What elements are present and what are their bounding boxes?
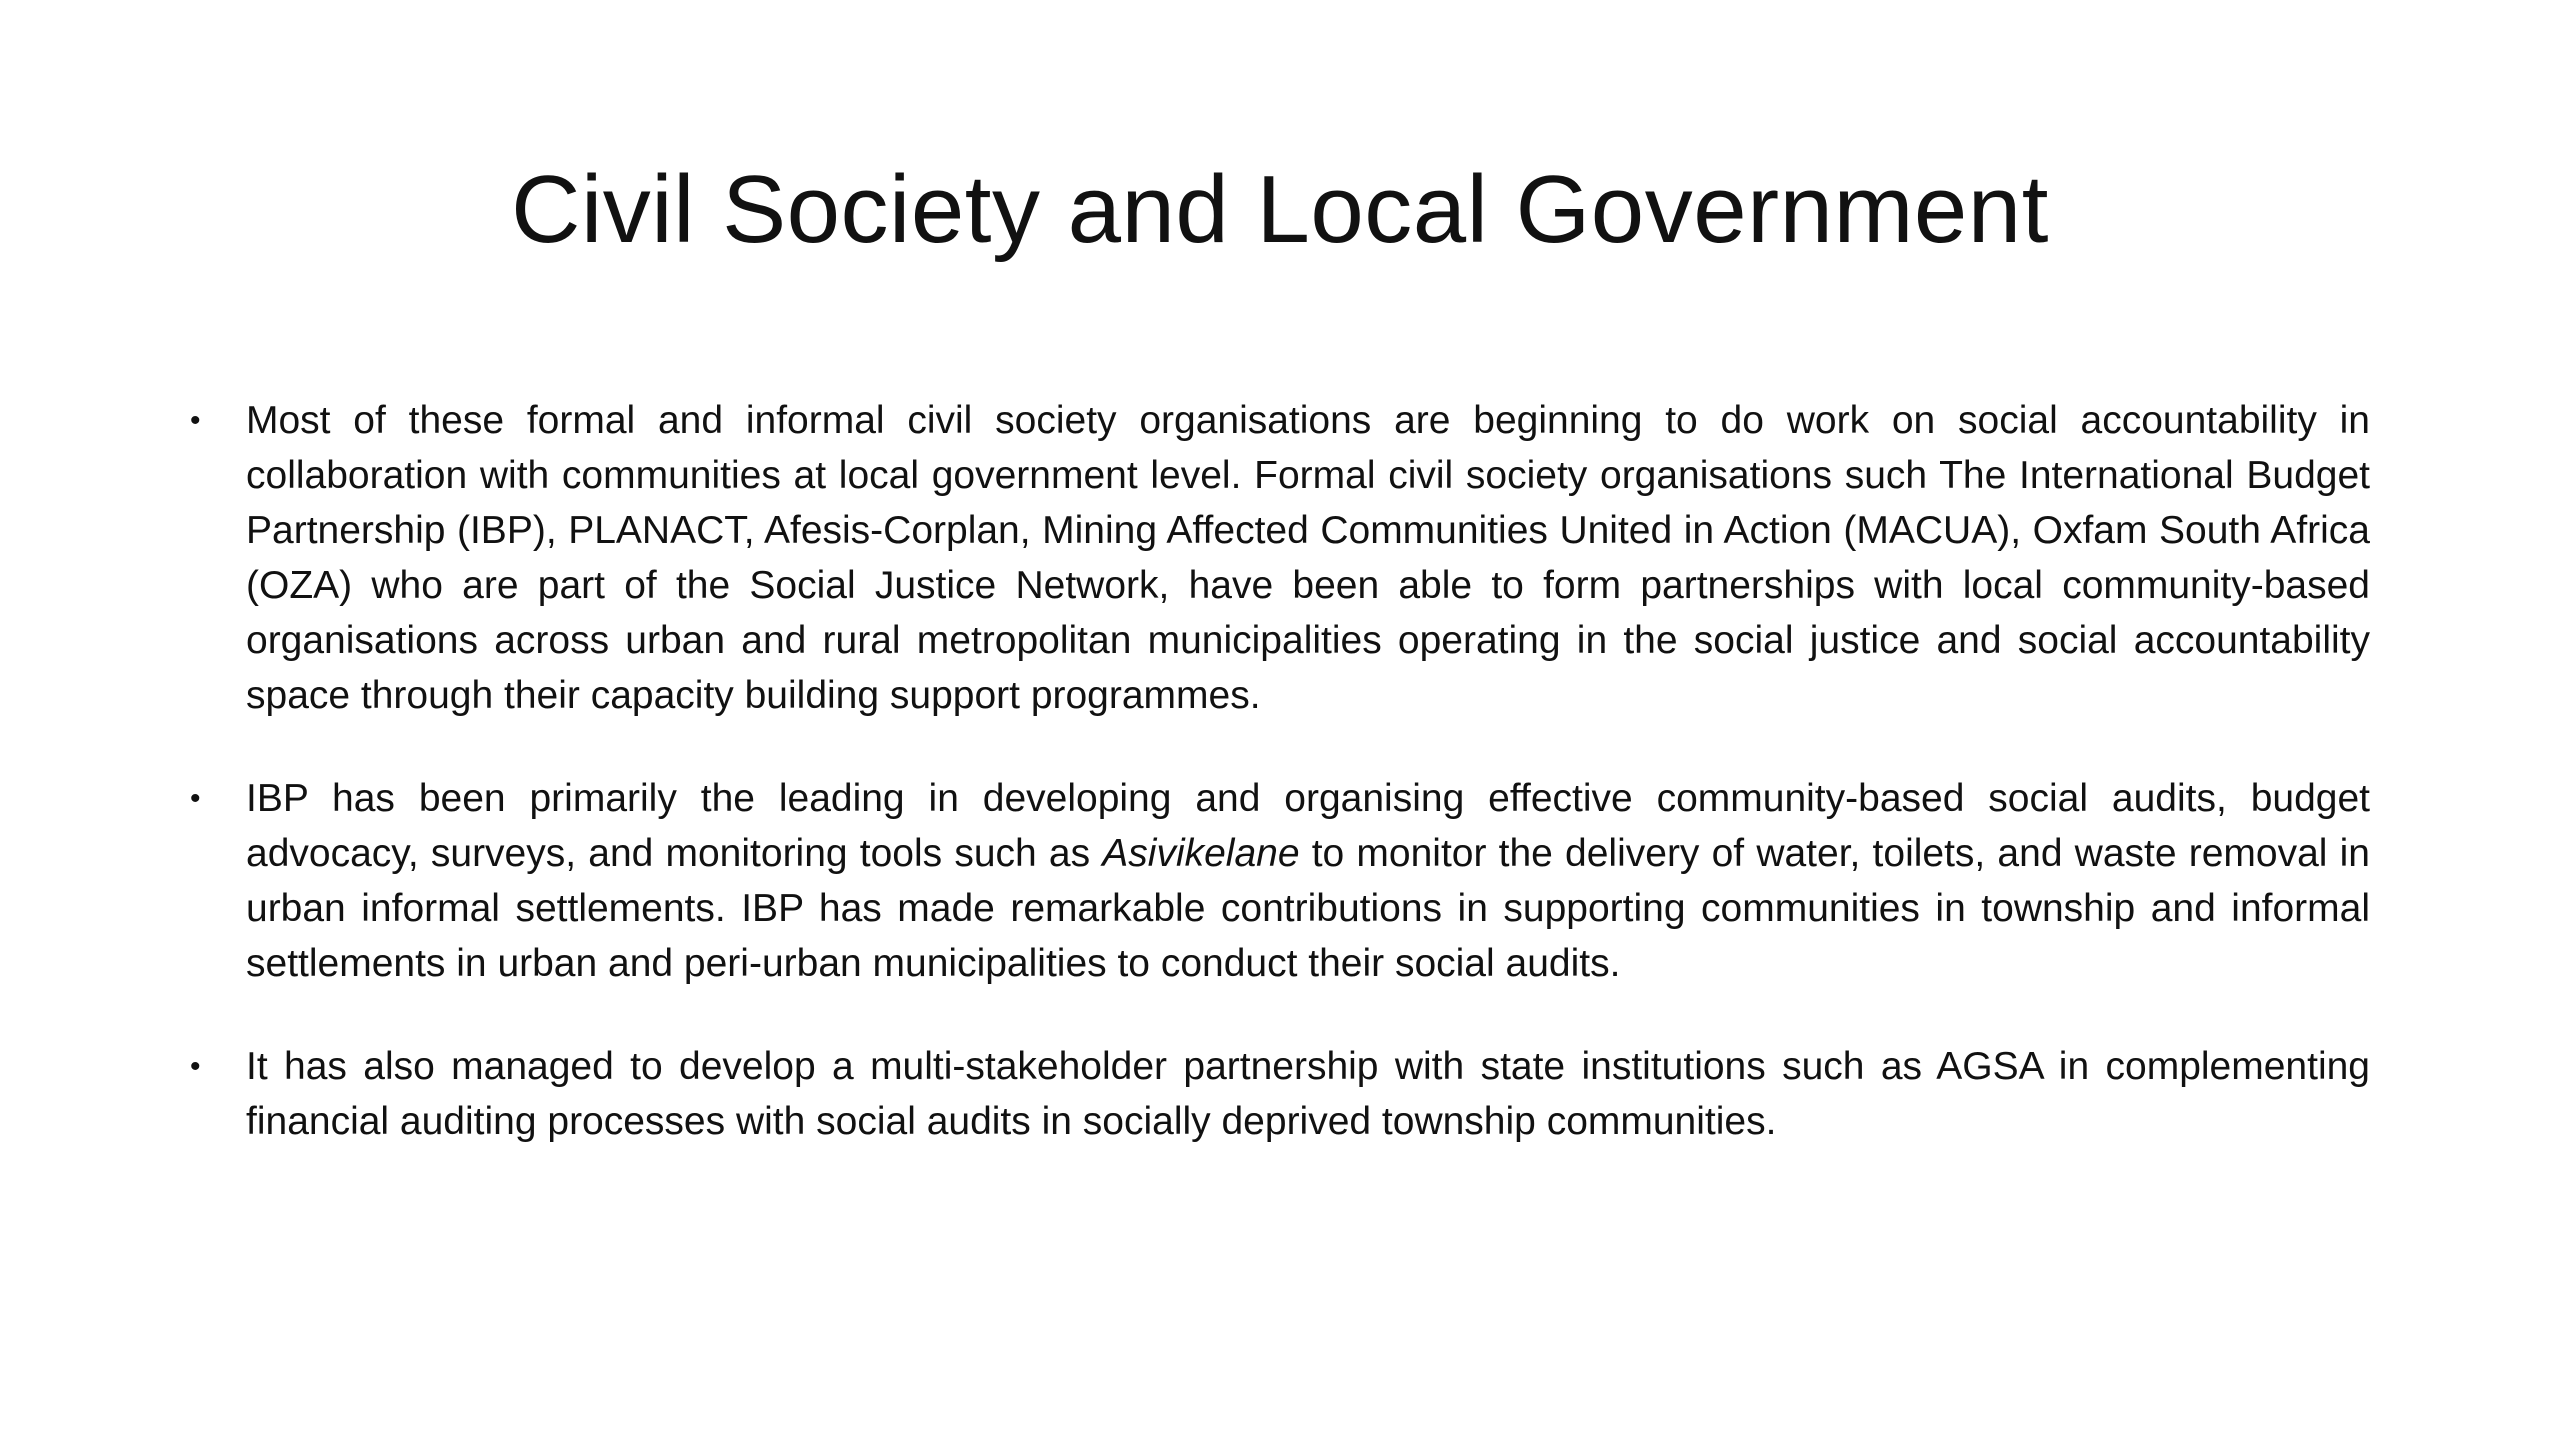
bullet-text	[246, 777, 2370, 985]
bullet-text-part: to monitor the delivery of water, toilets, and waste removal in urban informal settlements. IBP has made remarkable contributions in supporting communities in township and informal settlements in urban and peri-urban municipalities to conduct their social audits.	[246, 832, 2370, 985]
slide-title: Civil Society and Local Government	[511, 156, 2049, 263]
bullet-item-3	[190, 1039, 2370, 1149]
bullet-text-part: IBP has been primarily the leading in developing and organising effective community-based social audits, budget advocacy, surveys, and monitoring tools such as	[246, 777, 2370, 875]
bullet-list	[190, 393, 2370, 1149]
bullet-item-2	[190, 771, 2370, 991]
bullet-item-1	[190, 393, 2370, 723]
bullet-point-icon: •	[190, 782, 201, 815]
bullet-text-italic: Asivikelane	[1102, 832, 1300, 875]
bullet-point-icon: •	[190, 404, 201, 437]
bullet-text: Most of these formal and informal civil society organisations are beginning to do work on social accountability in collaboration with communities at local government level. Formal civil society organisations such The International Budget Partnership (IBP), PLANACT, Afesis-Corplan, Mining Affected Communities United in Action (MACUA), Oxfam South Africa (OZA) who are part of the Social Justice Network, have been able to form partnerships with local community-based organisations across urban and rural metropolitan municipalities operating in the social justice and social accountability space through their capacity building support programmes.	[246, 399, 2370, 717]
bullet-text: It has also managed to develop a multi-stakeholder partnership with state institutions such as AGSA in complementing financial auditing processes with social audits in socially deprived township communities.	[246, 1045, 2370, 1143]
bullet-point-icon: •	[190, 1050, 201, 1083]
